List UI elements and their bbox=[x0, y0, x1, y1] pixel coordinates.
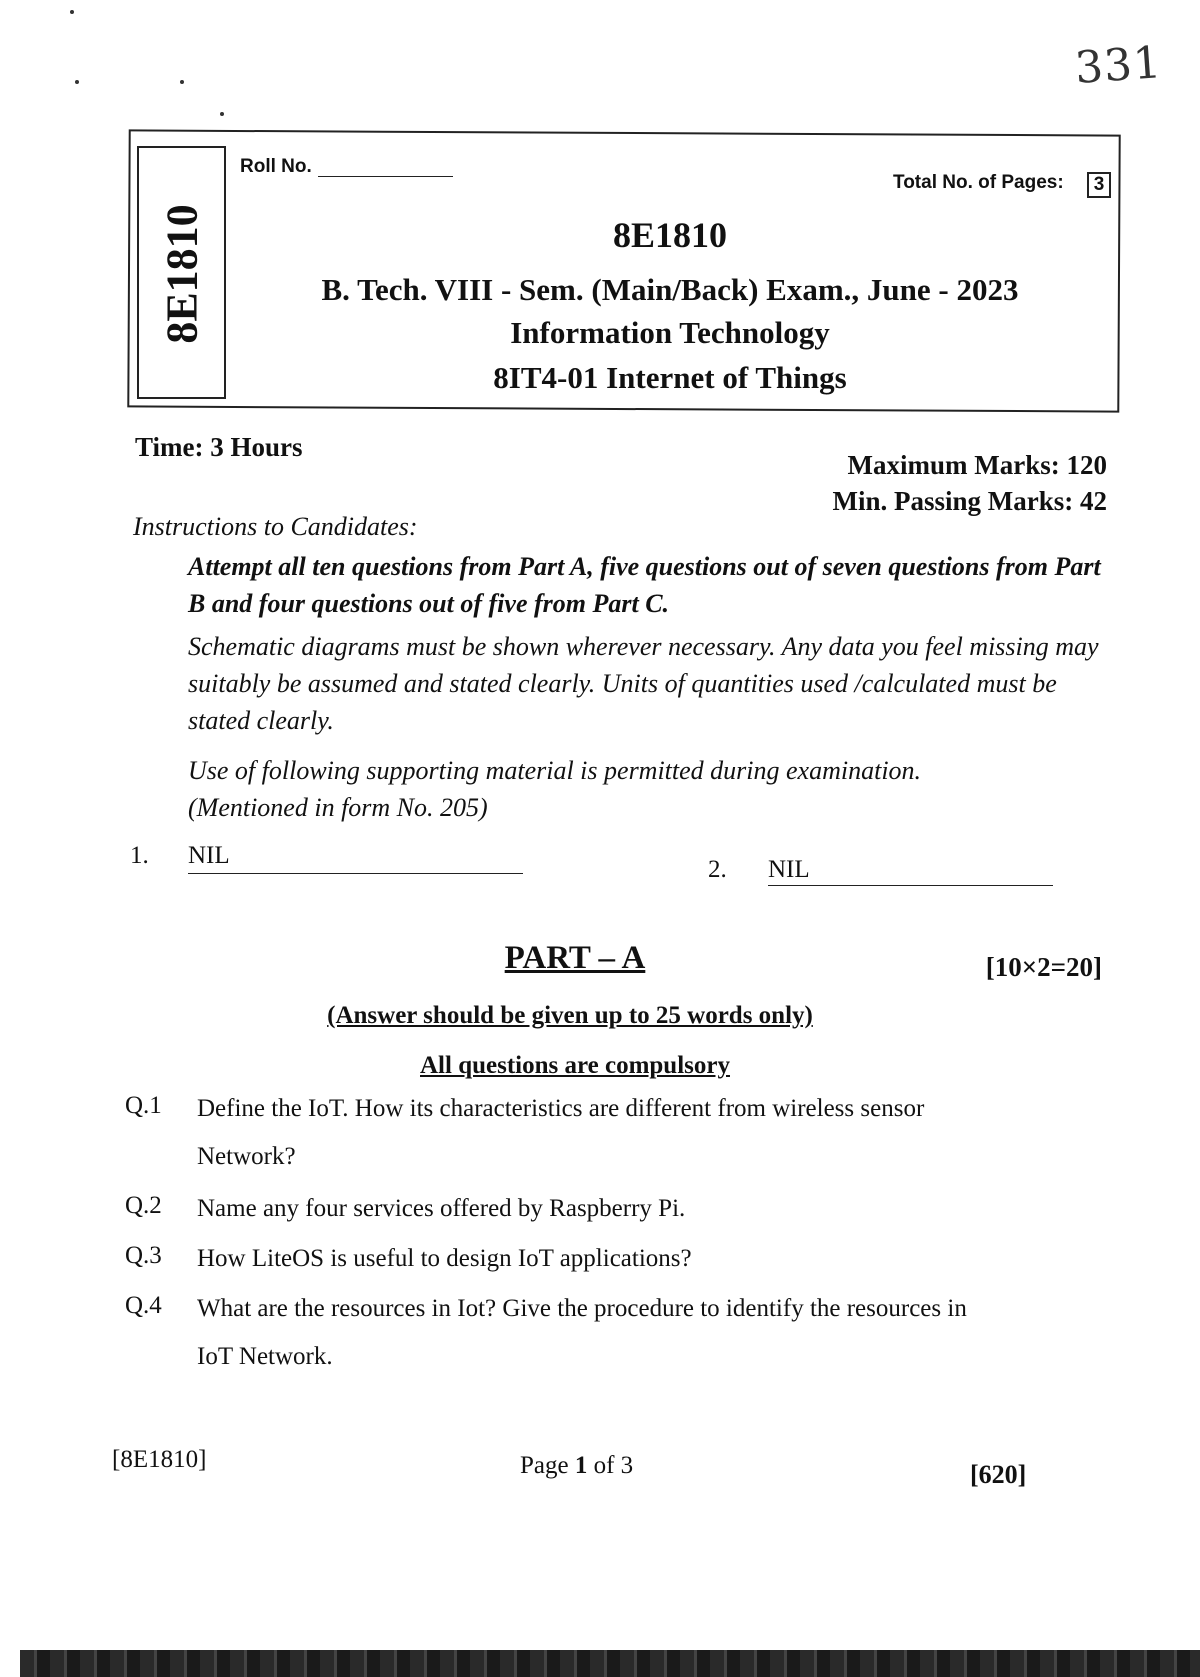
instruction-item: Schematic diagrams must be shown wherever necessary. Any data you feel missing may suitably be assumed and stated clearly. Units of quantities used /calculated must be stated clearly. bbox=[188, 632, 1099, 735]
subject-name: 8IT4-01 Internet of Things bbox=[493, 360, 847, 395]
scan-edge-bar bbox=[20, 1650, 1200, 1677]
material-underline bbox=[768, 885, 1053, 886]
question-text: Define the IoT. How its characteristics are different from wireless sensor Network? bbox=[197, 1095, 925, 1170]
question-text: How LiteOS is useful to design IoT applications? bbox=[197, 1245, 692, 1272]
footer-page-prefix: Page bbox=[520, 1452, 575, 1479]
question-number: Q.4 bbox=[125, 1292, 162, 1319]
branch-name: Information Technology bbox=[510, 315, 830, 350]
question-number: Q.2 bbox=[125, 1192, 162, 1219]
scan-speck bbox=[75, 80, 79, 84]
roll-number-blank bbox=[318, 176, 453, 177]
part-title: PART – A bbox=[504, 940, 646, 976]
part-note-word-limit: (Answer should be given up to 25 words only) bbox=[327, 1002, 813, 1029]
footer-set-code: [620] bbox=[970, 1460, 1027, 1489]
scan-speck bbox=[220, 112, 224, 116]
scan-speck bbox=[70, 10, 74, 14]
material-number: 2. bbox=[708, 856, 727, 883]
material-number: 1. bbox=[130, 842, 149, 869]
question-text: What are the resources in Iot? Give the procedure to identify the resources in IoT Network. bbox=[197, 1295, 967, 1370]
footer-page-suffix: of 3 bbox=[587, 1452, 634, 1479]
exam-title: B. Tech. VIII - Sem. (Main/Back) Exam., June - 2023 bbox=[321, 272, 1019, 307]
question-number: Q.1 bbox=[125, 1092, 162, 1119]
instruction-item: Use of following supporting material is permitted during examination. bbox=[188, 756, 922, 785]
footer-paper-code: [8E1810] bbox=[112, 1446, 207, 1473]
instructions-heading: Instructions to Candidates: bbox=[133, 512, 418, 541]
part-marks: [10×2=20] bbox=[985, 952, 1102, 982]
total-pages-box: 3 bbox=[1087, 172, 1111, 198]
roll-number-label: Roll No. bbox=[240, 156, 312, 177]
min-passing-marks: Min. Passing Marks: 42 bbox=[832, 486, 1107, 516]
handwritten-page-number: 331 bbox=[1073, 37, 1164, 94]
total-pages-label: Total No. of Pages: bbox=[893, 172, 1064, 193]
question-number: Q.3 bbox=[125, 1242, 162, 1269]
material-text: NIL bbox=[188, 842, 230, 869]
footer-page-current: 1 bbox=[574, 1452, 588, 1479]
instruction-item: (Mentioned in form No. 205) bbox=[188, 793, 488, 822]
footer-page-indicator bbox=[520, 1452, 633, 1480]
vertical-paper-code: 8E1810 bbox=[157, 204, 207, 344]
instruction-item: Attempt all ten questions from Part A, five questions out of seven questions from Part B and four questions out of five from Part C. bbox=[188, 552, 1101, 618]
maximum-marks: Maximum Marks: 120 bbox=[847, 450, 1107, 480]
material-underline bbox=[188, 873, 523, 874]
part-note-compulsory: All questions are compulsory bbox=[420, 1052, 730, 1079]
scan-speck bbox=[180, 80, 184, 84]
question-text: Name any four services offered by Raspberry Pi. bbox=[197, 1195, 686, 1222]
exam-duration: Time: 3 Hours bbox=[135, 432, 303, 462]
material-text: NIL bbox=[768, 856, 810, 883]
paper-code: 8E1810 bbox=[612, 215, 727, 255]
